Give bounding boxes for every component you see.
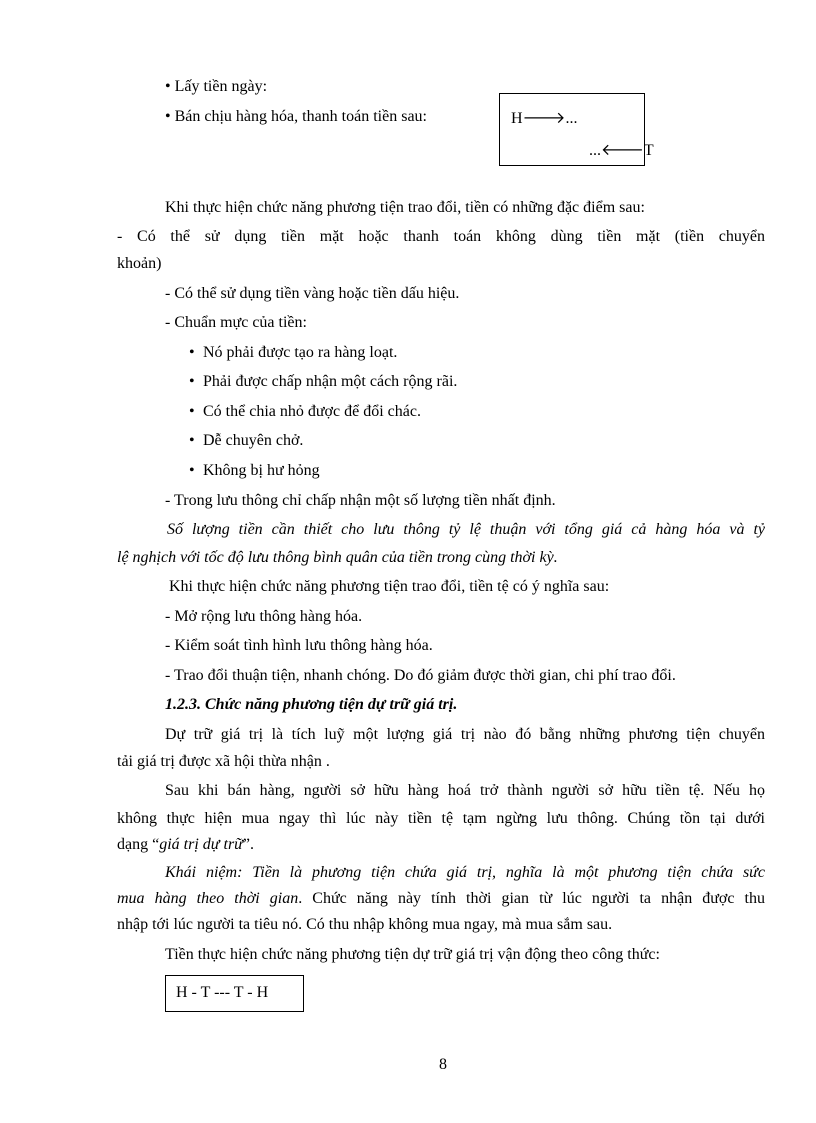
standard-item	[189, 343, 397, 363]
formula-text: H - T --- T - H	[176, 984, 269, 1001]
after-sale-line3-a: dạng “	[117, 836, 160, 853]
bullet-dot-icon: •	[189, 432, 195, 449]
para-intro: Khi thực hiện chức năng phương tiện trao đổi, tiền có những đặc điểm sau:	[165, 199, 645, 216]
dash-limited-quantity: - Trong lưu thông chỉ chấp nhận một số lượng tiền nhất định.	[165, 492, 556, 509]
bullet-cash-now: • Lấy tiền ngày:	[165, 78, 268, 95]
standard-item	[189, 372, 457, 392]
after-sale-line3-b: ”.	[242, 836, 254, 853]
meaning-item: - Mở rộng lưu thông hàng hóa.	[165, 608, 363, 625]
after-sale-line3	[117, 835, 254, 855]
meaning-item: - Kiểm soát tình hình lưu thông hàng hóa.	[165, 637, 433, 654]
dash-gold-token: - Có thể sử dụng tiền vàng hoặc tiền dấu hiệu.	[165, 285, 460, 302]
dash-standards: - Chuẩn mực của tiền:	[165, 314, 307, 331]
standard-item-text: Có thể chia nhỏ được để đổi chác.	[203, 403, 421, 420]
after-sale-line3-italic: giá trị dự trữ	[159, 836, 243, 853]
standard-item	[189, 461, 320, 481]
bullet-dot-icon: •	[189, 344, 195, 361]
page-number: 8	[439, 1056, 447, 1073]
dash-cash-noncash-line2: khoản)	[117, 255, 162, 272]
standard-item	[189, 402, 421, 422]
concept-line2-italic: mua hàng theo thời gian	[117, 890, 299, 907]
section-heading: 1.2.3. Chức năng phương tiện dự trữ giá trị.	[165, 696, 458, 713]
italic-law-line1: Số lượng tiền cần thiết cho lưu thông tỷ lệ thuận với tổng giá cả hàng hóa và tỷ	[167, 521, 765, 538]
concept-line2-rest: . Chức năng này tính thời gian từ lúc người ta nhận được thu	[298, 890, 765, 907]
standard-item	[189, 431, 303, 451]
bullet-dot-icon: •	[189, 462, 195, 479]
standard-item-text: Dễ chuyên chở.	[203, 432, 304, 449]
flow-line-2: ...🡐T	[589, 142, 654, 159]
reserve-line1: Dự trữ giá trị là tích luỹ một lượng giá trị nào đó bằng những phương tiện chuyển	[165, 726, 765, 743]
standard-item-text: Không bị hư hỏng	[203, 462, 320, 479]
concept-line2	[117, 889, 765, 909]
standard-item-text: Phải được chấp nhận một cách rộng rãi.	[203, 373, 458, 390]
bullet-dot-icon: •	[189, 373, 195, 390]
after-sale-line1: Sau khi bán hàng, người sở hữu hàng hoá trở thành người sở hữu tiền tệ. Nếu họ	[165, 782, 765, 799]
flow-box	[499, 93, 654, 166]
bullet-dot-icon: •	[189, 403, 195, 420]
flow-line-1: H🡒...	[511, 110, 578, 127]
standard-item-text: Nó phải được tạo ra hàng loạt.	[203, 344, 398, 361]
concept-line1: Khái niệm: Tiền là phương tiện chứa giá trị, nghĩa là một phương tiện chứa sức	[165, 864, 765, 881]
italic-law-line2: lệ nghịch với tốc độ lưu thông bình quân của tiền trong cùng thời kỳ.	[117, 549, 558, 566]
formula-intro: Tiền thực hiện chức năng phương tiện dự trữ giá trị vận động theo công thức:	[165, 946, 660, 963]
meaning-item: - Trao đổi thuận tiện, nhanh chóng. Do đó giảm được thời gian, chi phí trao đổi.	[165, 667, 676, 684]
concept-line3: nhập tới lúc người ta tiêu nó. Có thu nhập không mua ngay, mà mua sắm sau.	[117, 916, 613, 933]
bullet-credit-sale: • Bán chịu hàng hóa, thanh toán tiền sau:	[165, 108, 427, 125]
dash-cash-noncash-line1: - Có thể sử dụng tiền mặt hoặc thanh toán không dùng tiền mặt (tiền chuyển	[117, 228, 765, 245]
formula-box	[165, 975, 304, 1012]
reserve-line2: tải giá trị được xã hội thừa nhận .	[117, 753, 330, 770]
after-sale-line2: không thực hiện mua ngay thì lúc này tiền tệ tạm ngừng lưu thông. Chúng tồn tại dưới	[117, 810, 765, 827]
para-meaning: Khi thực hiện chức năng phương tiện trao đổi, tiền tệ có ý nghĩa sau:	[169, 578, 610, 595]
